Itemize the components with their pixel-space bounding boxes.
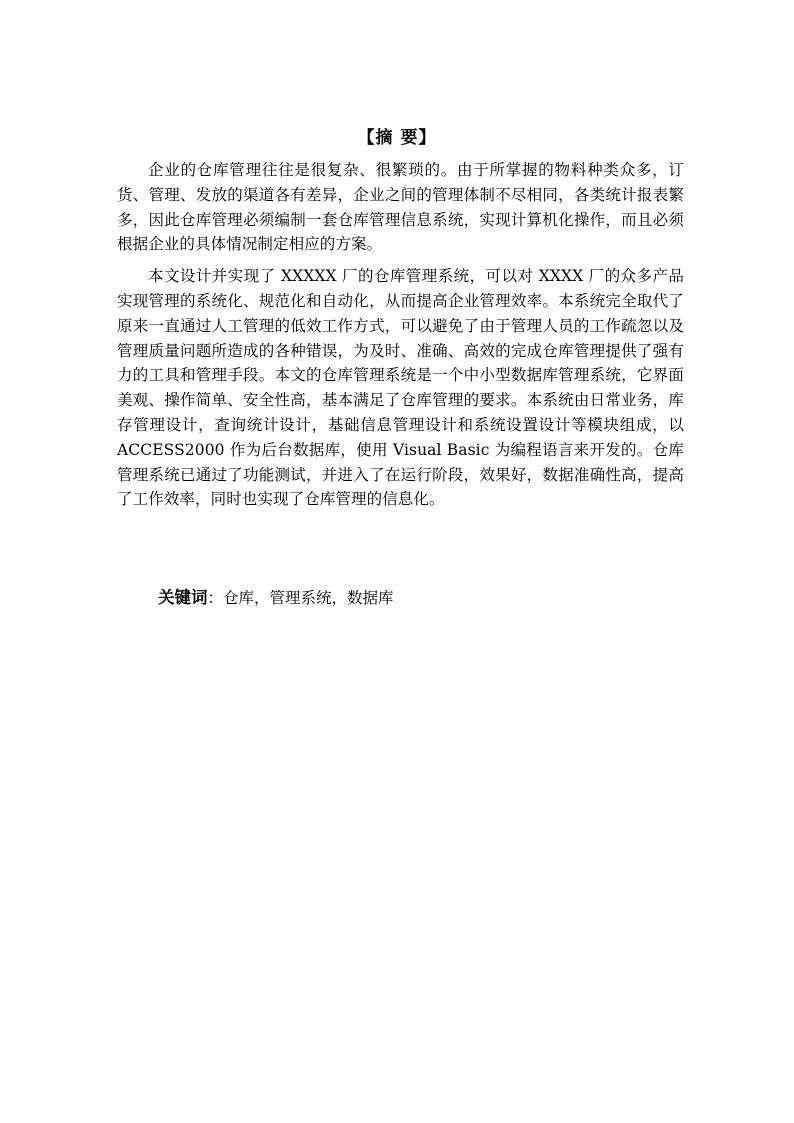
keywords-label: 关键词 [158,588,208,607]
abstract-paragraph-2: 本文设计并实现了 XXXXX 厂的仓库管理系统，可以对 XXXX 厂的众多产品实现管理的系统化、规范化和自动化，从而提高企业管理效率。本系统完全取代了原来一直通过人工管理的低效工作方式，可以避免了由于管理人员的工作疏忽以及管理质量问题所造成的各种错误，为及时、准确、高效的完成仓库管理提供了强有力的工具和管理手段。本文的仓库管理系统是一个中小型数据库管理系统，它界面美观、操作简单、安全性高，基本满足了仓库管理的要求。本系统由日常业务，库存管理设计，查询统计设计，基础信息管理设计和系统设置设计等模块组成，以 ACCESS2000 作为后台数据库，使用 Visual Basic 为编程语言来开发的。仓库管理系统已通过了功能测试，并进入了在运行阶段，效果好，数据准确性高，提高了工作效率，同时也实现了仓库管理的信息化。 [117,267,684,509]
abstract-paragraph-1: 企业的仓库管理往往是很复杂、很繁琐的。由于所掌握的物料种类众多，订货、管理、发放的渠道各有差异，企业之间的管理体制不尽相同，各类统计报表繁多，因此仓库管理必须编制一套仓库管理信息系统，实现计算机化操作，而且必须根据企业的具体情况制定相应的方案。 [117,161,684,254]
abstract-title: 【摘 要】 [357,128,437,148]
keywords-line [158,586,394,610]
keywords-value: 仓库，管理系统，数据库 [223,589,394,607]
abstract-body [117,158,684,519]
keywords-colon: ： [207,589,224,607]
